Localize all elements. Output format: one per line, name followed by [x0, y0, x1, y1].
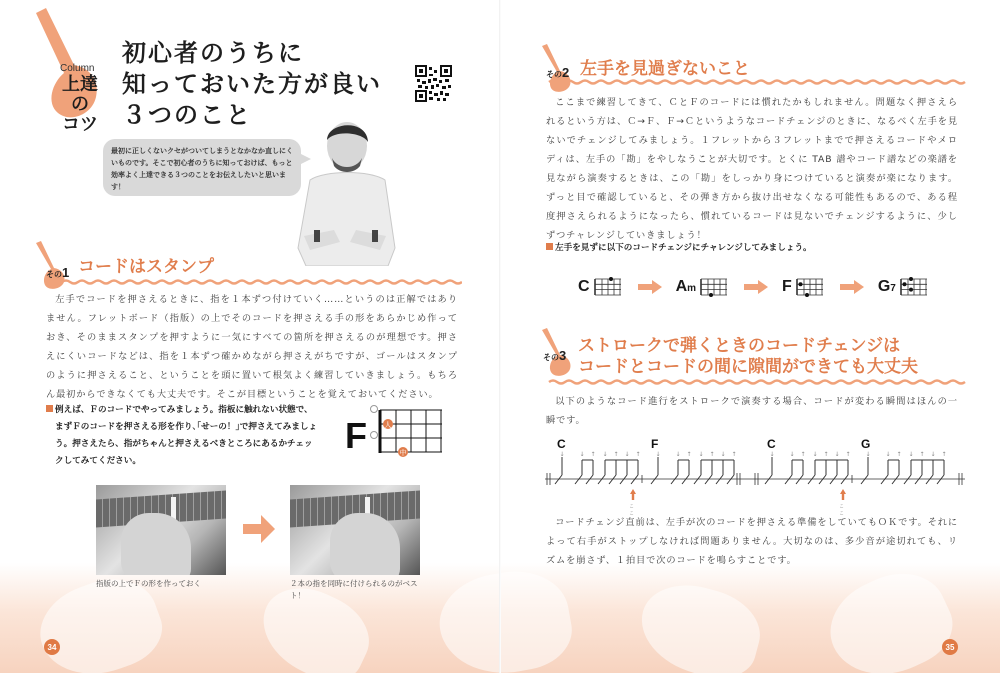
chord-g7: G7	[877, 278, 896, 295]
section-3-title: ストロークで弾くときのコードチェンジは コードとコードの間に隙間ができても大丈夫	[578, 336, 918, 377]
wavy-divider	[46, 279, 462, 285]
svg-text:↑: ↑	[845, 451, 851, 458]
section-2-body: ここまで練習してきて、ＣとＦのコードには慣れたかもしれません。問題なく押さえられるという方は、Ｃ→Ｆ、Ｆ→Ｃというようなコードチェンジのときに、なるべく左手を見ないでチェンジしてみましょう。１フレットから３フレットまでで押さえるコードやメロディは、左手の「勘」をやしなうことが大切です。とくに TAB 譜やコード譜などの楽譜を見ながら演奏するときは、この「勘」をしっかり身につけていると演奏が楽になります。ずっと目で確認していると、その弾き方から抜け出せなくなる可能性もあるので、ある程度押さえられるようになったら、慣れているコードは見ないでチェンジするように、少しずつチャレンジしていきましょう！	[546, 97, 958, 241]
section-1-title: コードはスタンプ	[78, 257, 214, 277]
svg-text:人: 人	[384, 421, 392, 429]
svg-text:↑: ↑	[919, 451, 925, 458]
svg-text:↓: ↓	[908, 451, 914, 458]
page-number-left: 34	[44, 639, 60, 655]
svg-text:↓: ↓	[812, 451, 818, 458]
svg-text:↓: ↓	[559, 451, 565, 458]
column-label: Column	[60, 63, 95, 74]
page-title: 初心者のうちに 知っておいた方が良い ３つのこと	[122, 39, 382, 129]
column-badge-text: 上達の コツ	[62, 74, 98, 135]
bullet-square-icon	[46, 405, 53, 412]
svg-text:↓: ↓	[720, 451, 726, 458]
marker-label: ここ	[629, 504, 635, 517]
c-chord-diagram	[592, 276, 622, 298]
f-chord-diagram	[370, 404, 470, 464]
svg-text:↓: ↓	[834, 451, 840, 458]
chord-name-f: F	[345, 415, 367, 456]
section-1-body: 左手でコードを押さえるときに、指を１本ずつ付けていく……というのは正解ではありません。フレットボード（指版）の上でそのコードを押さえる手の形をあらかじめ作っておき、そのままスタンプを押すように一気にすべての箇所を押さえるのが理想です。押さえにくいコードなどは、指を１本ずつ確かめながら押さえがちですが、ゴールはスタンプのように押さえること、ということを頭に置いて根気よく練習していきましょう。もちろん最初からできなくても大丈夫です。そこが目標ということを覚えておいてください。	[46, 294, 458, 400]
svg-text:↓: ↓	[769, 451, 775, 458]
marker-label: ここ	[839, 504, 845, 517]
svg-text:↓: ↓	[624, 451, 630, 458]
wavy-divider	[548, 79, 966, 85]
svg-text:↑: ↑	[613, 451, 619, 458]
svg-text:↑: ↑	[686, 451, 692, 458]
svg-text:↑: ↑	[896, 451, 902, 458]
f-chord-diagram-small	[794, 276, 824, 298]
section-2-header: その2 左手を見過ぎないこと	[538, 43, 968, 93]
chord-am: Am	[675, 278, 697, 295]
svg-text:中: 中	[399, 449, 407, 457]
section-3-header: その3 ストロークで弾くときのコードチェンジは コードとコードの間に隙間ができても大丈夫	[538, 326, 968, 386]
arrow-right-icon	[840, 280, 864, 294]
section-2-title: 左手を見過ぎないこと	[580, 59, 750, 79]
photo-f-pressed	[290, 485, 420, 575]
chord-sequence	[578, 272, 928, 302]
svg-text:↓: ↓	[789, 451, 795, 458]
speech-bubble: 最初に正しくないクセがついてしまうとなかなか直しにくいものです。そこで初心者のうちに知っておけば、もっと効率よく上達できる３つのことをお伝えしたいと思います！	[103, 139, 301, 196]
svg-text:↑: ↑	[590, 451, 596, 458]
g7-chord-diagram	[898, 276, 928, 298]
page-number-right: 35	[942, 639, 958, 655]
chord-c: C	[578, 278, 590, 295]
svg-text:↓: ↓	[930, 451, 936, 458]
svg-text:↑: ↑	[823, 451, 829, 458]
svg-text:↓: ↓	[885, 451, 891, 458]
svg-text:↑: ↑	[800, 451, 806, 458]
svg-text:↑: ↑	[709, 451, 715, 458]
section-3-intro: 以下のようなコード進行をストロークで演奏する場合、コードが変わる瞬間はほんの一瞬です。	[546, 396, 958, 426]
arrow-right-icon	[638, 280, 662, 294]
section-2-note: 左手を見ずに以下のコードチェンジにチャレンジしてみましょう。	[546, 240, 958, 257]
svg-text:↓: ↓	[698, 451, 704, 458]
svg-text:↓: ↓	[675, 451, 681, 458]
section-1-header: その1 コードはスタンプ	[32, 240, 462, 290]
svg-text:↑: ↑	[635, 451, 641, 458]
svg-text:↓: ↓	[579, 451, 585, 458]
book-spread: Column 上達の コツ 初心者のうちに 知っておいた方が良い ３つのこと 最初に正しくないクセがついてしまうとなかなか直しにくいものです。そこで初心者のうちに知っておけば、もっと効率よく上達できる３つのことをお伝えしたいと思います！ その1 コードはスタンプ 左手でコードを押さえるときに、指を１本ずつ付けていく……というのは正解ではありません。フレットボード（指版）の上でそのコードを押さえる手の形をあらかじめ作っておき、そのままスタンプを押すように一気にすべての箇所を押さえるのが理想です。押さえにくいコードなどは、指を１本ずつ確かめながら押さえがちですが、ゴールはスタンプのように押さえること、ということを頭に置いて根気よく練習していきましょう。もちろん最初からできなくても大丈夫です。そこが目標ということを覚えておいてください。 例えば、Ｆのコードでやってみましょう。指板に触れない状態で、 まずＦのコードを押さえる形を作り､｢せーの！｣で押さえてみましょ う。押さえたら、指がちゃんと押さえるべきところにあるかチェッ クしてみてください。 F 人 中 指版の上でＦの形を作っておく ２本の指を同時に付けられるのがベスト！ 34 その2 左手を見過ぎないこと ここまで練習してきて、ＣとＦのコードには慣れたかもしれません。問題なく押さえられるという方は、Ｃ→Ｆ、Ｆ→Ｃというようなコードチェンジのときに、なるべく左手を見ないでチェンジしてみましょう。１フレットから３フレットまでで押さえるコードやメロディは、左手の「勘」をやしなうことが大切です。とくに TAB 譜やコード譜などの楽譜を見ながら演奏するときは、この「勘」をしっかり身につけていると演奏が楽になります。ずっと目で確認していると、その弾き方から抜け出せなくなる可能性もあるので、ある程度押さえられるようになったら、慣れているコードは見ないでチェンジするように、少しずつチャレンジしていきましょう！ 左手を見ずに以下のコードチェンジにチャレンジしてみましょう。 C Am F G7 その3 ストロークで弾くときのコードチェンジは コードとコードの間に隙間ができても大丈夫 以下のようなコード進行をストロークで演奏する場合、コードが変わる瞬間はほんの一瞬です。 C F C G ↓ ↓ ↑ ↓ ↑ ↓ ↑ ↓ ↓ ↑ ↓ ↑ ↓ ↑ ↓ ↓ ↑ ↓ ↑ ↓ ↑ ↓ ↓ ↑ ↓ ↑ ↓ ↑ ここ ここ コードチェンジ直前は、左手が次のコードを押さえる準備をしていてもＯＫです。それによって右手がストップしなければ問題ありません。大切なのは、多少音が途切れても、リズムを崩さず、１拍目で次のコードを鳴らすことです。 35	[0, 0, 1000, 673]
wavy-divider	[548, 379, 966, 385]
photo-caption-2: ２本の指を同時に付けられるのがベスト！	[290, 579, 418, 600]
svg-text:↑: ↑	[731, 451, 737, 458]
am-chord-diagram	[698, 276, 728, 298]
column-badge	[30, 5, 120, 135]
page-gutter	[499, 0, 501, 673]
svg-text:↑: ↑	[941, 451, 947, 458]
svg-text:↓: ↓	[865, 451, 871, 458]
photo-f-shape	[96, 485, 226, 575]
qr-code-icon[interactable]	[415, 65, 452, 102]
photo-caption-1: 指版の上でＦの形を作っておく	[96, 579, 201, 588]
bullet-square-icon	[546, 243, 553, 250]
svg-text:↓: ↓	[602, 451, 608, 458]
section-1-note: 例えば、Ｆのコードでやってみましょう。指板に触れない状態で、 まずＦのコードを押さえる形を作り､｢せーの！｣で押さえてみましょ う。押さえたら、指がちゃんと押さえるべきところにあるかチェッ クしてみてください。	[46, 402, 336, 470]
svg-text:↓: ↓	[655, 451, 661, 458]
chord-f: F	[782, 278, 792, 295]
arrow-right-icon	[744, 280, 768, 294]
section-3-body: コードチェンジ直前は、左手が次のコードを押さえる準備をしていてもＯＫです。それによって右手がストップしなければ問題ありません。大切なのは、多少音が途切れても、リズムを崩さず、１拍目で次のコードを鳴らすことです。	[546, 517, 958, 566]
arrow-right-icon	[243, 515, 275, 543]
change-point-arrow-icon	[630, 489, 846, 500]
